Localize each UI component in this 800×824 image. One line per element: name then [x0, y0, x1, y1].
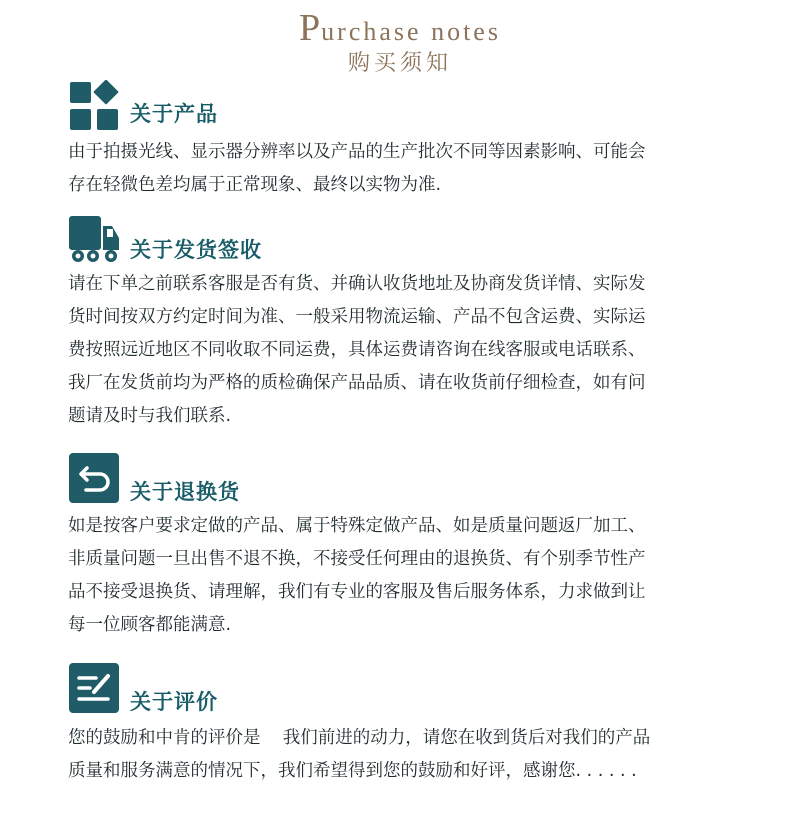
section-shipping	[68, 212, 748, 433]
body-line: 您的鼓励和中肯的评价是 我们前进的动力，请您在收到货后对我们的产品	[68, 728, 651, 748]
section-header	[68, 212, 748, 268]
title-english	[0, 7, 800, 50]
body-line: 如是按客户要求定做的产品、属于特殊定做产品、如是质量问题返厂加工、	[68, 516, 646, 536]
body-line: 品不接受退换货、请理解，我们有专业的客服及售后服务体系，力求做到让	[68, 582, 646, 602]
body-line: 每一位顾客都能满意.	[68, 615, 232, 635]
section-header	[68, 80, 748, 136]
delivery-truck-icon	[68, 212, 120, 264]
section-body	[68, 136, 748, 202]
section-about-product	[68, 80, 748, 202]
grid-blocks-icon	[68, 80, 120, 132]
body-line: 题请及时与我们联系.	[68, 406, 232, 426]
section-header	[68, 662, 748, 722]
body-line: 请在下单之前联系客服是否有货、并确认收货地址及协商发货详情、实际发	[68, 274, 646, 294]
body-line: 费按照远近地区不同收取不同运费，具体运费请咨询在线客服或电话联系、	[68, 340, 646, 360]
body-line: 质量和服务满意的情况下，我们希望得到您的鼓励和好评，感谢您. . . . . .	[68, 761, 637, 781]
return-arrow-icon	[68, 452, 120, 504]
page-header	[0, 7, 800, 78]
body-line: 我厂在发货前均为严格的质检确保产品品质、请在收货前仔细检查，如有问	[68, 373, 646, 393]
body-line: 货时间按双方约定时间为准、一般采用物流运输、产品不包含运费、实际运	[68, 307, 646, 327]
edit-review-icon	[68, 662, 120, 714]
body-line: 存在轻微色差均属于正常现象、最终以实物为准.	[68, 175, 442, 195]
body-line: 非质量问题一旦出售不退不换，不接受任何理由的退换货、有个别季节性产	[68, 549, 646, 569]
section-header	[68, 452, 748, 510]
title-english-rest: urchase notes	[321, 17, 501, 46]
section-body	[68, 510, 748, 642]
section-body	[68, 268, 748, 433]
section-body	[68, 722, 748, 788]
section-reviews	[68, 662, 748, 788]
section-returns	[68, 452, 748, 642]
section-title: 关于发货签收	[130, 238, 262, 262]
section-title: 关于退换货	[130, 480, 240, 504]
body-line: 由于拍摄光线、显示器分辨率以及产品的生产批次不同等因素影响、可能会	[68, 142, 646, 162]
section-title: 关于产品	[130, 102, 218, 126]
title-chinese: 购买须知	[347, 51, 452, 76]
title-english-initial: P	[299, 7, 322, 49]
section-title: 关于评价	[130, 690, 218, 714]
